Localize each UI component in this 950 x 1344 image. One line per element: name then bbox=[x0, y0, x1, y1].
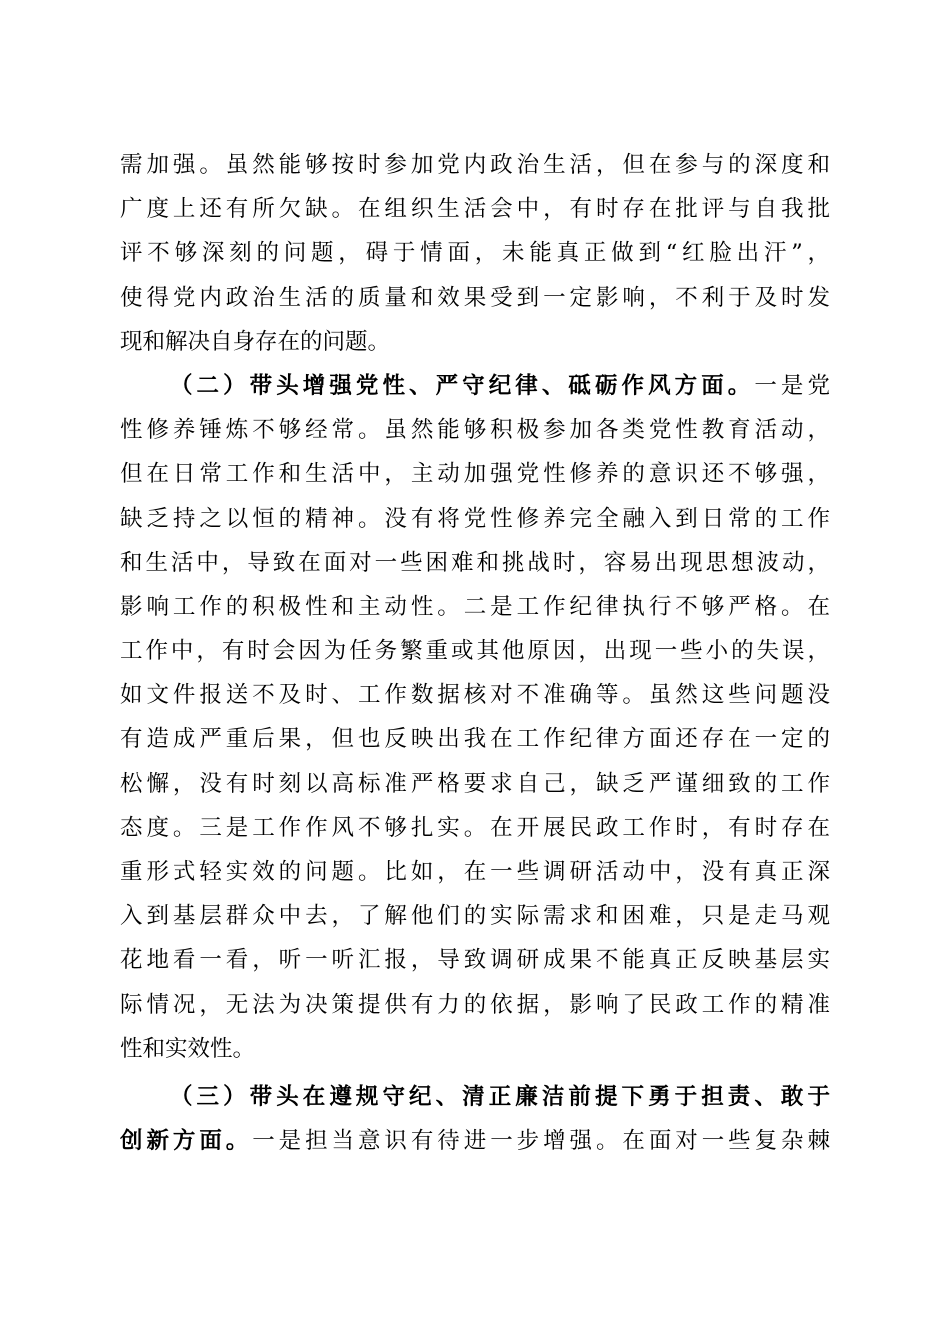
text-line: 有造成严重后果，但也反映出我在工作纪律方面还存在一定的 bbox=[120, 726, 830, 753]
text-line: 如文件报送不及时、工作数据核对不准确等。虽然这些问题没 bbox=[120, 682, 830, 709]
text-line: 重形式轻实效的问题。比如，在一些调研活动中，没有真正深 bbox=[120, 859, 830, 885]
paragraph-1 bbox=[120, 143, 830, 364]
text-line bbox=[120, 1119, 830, 1163]
text-line: 态度。三是工作作风不够扎实。在开展民政工作时，有时存在 bbox=[120, 814, 830, 841]
text-line: 影响工作的积极性和主动性。二是工作纪律执行不够严格。在 bbox=[120, 593, 830, 620]
text-line: 性修养锤炼不够经常。虽然能够积极参加各类党性教育活动， bbox=[120, 417, 830, 444]
text-line: 入到基层群众中去，了解他们的实际需求和困难，只是走马观 bbox=[120, 903, 830, 930]
text-line: 缺乏持之以恒的精神。没有将党性修养完全融入到日常的工作 bbox=[120, 505, 830, 532]
text-line: 性和实效性。 bbox=[120, 1035, 256, 1062]
section-heading-2: （二）带头增强党性、严守纪律、砥砺作风方面。 bbox=[170, 372, 755, 399]
paragraph-2 bbox=[120, 364, 830, 1071]
text-run: 一是担当意识有待进一步增强。在面对一些复杂棘 bbox=[252, 1128, 830, 1155]
text-line: 使得党内政治生活的质量和效果受到一定影响，不利于及时发 bbox=[120, 284, 830, 311]
text-run: 一是党 bbox=[754, 372, 830, 399]
text-line: 但在日常工作和生活中，主动加强党性修养的意识还不够强， bbox=[120, 461, 830, 488]
text-line bbox=[120, 1075, 830, 1119]
text-line: 际情况，无法为决策提供有力的依据，影响了民政工作的精准 bbox=[120, 991, 830, 1018]
section-heading-3: （三）带头在遵规守纪、清正廉洁前提下勇于担责、敢于 bbox=[170, 1083, 830, 1110]
text-line: 现和解决自身存在的问题。 bbox=[120, 328, 391, 355]
text-line: 工作中，有时会因为任务繁重或其他原因，出现一些小的失误， bbox=[120, 638, 830, 665]
text-line: 和生活中，导致在面对一些困难和挑战时，容易出现思想波动， bbox=[120, 549, 830, 576]
document-page bbox=[120, 143, 830, 1163]
text-line: 需加强。虽然能够按时参加党内政治生活，但在参与的深度和 bbox=[120, 152, 830, 178]
text-line bbox=[120, 364, 830, 408]
section-heading-3-cont: 创新方面。 bbox=[120, 1128, 253, 1155]
text-line: 广度上还有所欠缺。在组织生活会中，有时存在批评与自我批 bbox=[120, 196, 830, 223]
text-line: 松懈，没有时刻以高标准严格要求自己，缺乏严谨细致的工作 bbox=[120, 770, 830, 797]
text-line: 评不够深刻的问题，碍于情面，未能真正做到“红脸出汗”， bbox=[120, 240, 830, 267]
paragraph-3 bbox=[120, 1075, 830, 1163]
text-line: 花地看一看，听一听汇报，导致调研成果不能真正反映基层实 bbox=[120, 947, 830, 974]
